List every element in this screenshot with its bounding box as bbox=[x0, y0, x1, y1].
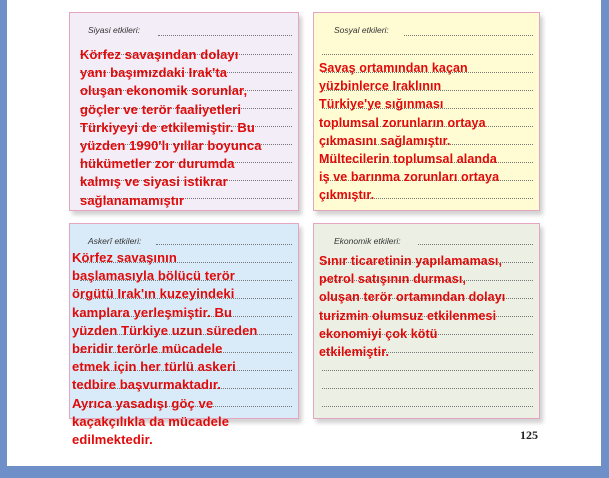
answer-line: Ayrıca yasadışı göç ve bbox=[72, 395, 214, 411]
card-ekonomik-etkileri bbox=[313, 223, 540, 419]
card-heading: Ekonomik etkileri: bbox=[334, 236, 401, 246]
page-frame-bottom bbox=[0, 466, 609, 478]
writing-line bbox=[322, 388, 533, 389]
writing-line bbox=[322, 370, 533, 371]
answer-text bbox=[80, 46, 262, 210]
answer-line: yüzbinlerce Iraklının bbox=[319, 79, 442, 94]
answer-line: yanı başımızdaki Irak'ta bbox=[80, 65, 228, 81]
card-heading: Sosyal etkileri: bbox=[334, 25, 389, 35]
writing-line bbox=[322, 406, 533, 407]
writing-line bbox=[322, 54, 533, 55]
answer-line: turizmin olumsuz etkilenmesi bbox=[319, 308, 497, 323]
answer-line: çıkmasını sağlamıştır. bbox=[319, 133, 451, 148]
answer-text bbox=[72, 249, 257, 449]
card-sosyal-etkileri bbox=[313, 12, 540, 211]
writing-line bbox=[418, 244, 533, 245]
answer-line: Savaş ortamından kaçan bbox=[319, 61, 468, 75]
card-heading: Siyasi etkileri: bbox=[88, 25, 140, 35]
card-askeri-etkileri bbox=[69, 223, 299, 448]
answer-line: yüzden 1990'lı yıllar boyunca bbox=[80, 138, 262, 154]
writing-line bbox=[158, 35, 292, 36]
answer-line: göçler ve terör faaliyetleri bbox=[80, 101, 242, 117]
answer-line: çıkmıştır. bbox=[319, 188, 375, 203]
answer-line: başlamasıyla bölücü terör bbox=[72, 268, 235, 284]
answer-line: hükümetler zor durumda bbox=[80, 156, 235, 172]
answer-line: oluşan terör ortamından dolayı bbox=[319, 290, 506, 305]
page-frame-left bbox=[0, 0, 7, 478]
answer-line: sağlanamamıştır bbox=[80, 192, 185, 208]
answer-line: kamplara yerleşmiştir. Bu bbox=[72, 304, 233, 320]
answer-line: etkilemiştir. bbox=[319, 345, 390, 360]
answer-line: ekonomiyi çok kötü bbox=[319, 326, 438, 341]
answer-line: beridir terörle mücadele bbox=[72, 341, 223, 357]
answer-line: Türkiye'ye sığınması bbox=[319, 97, 444, 112]
card-heading: Askerî etkileri: bbox=[88, 236, 142, 246]
writing-line bbox=[404, 35, 533, 36]
answer-line: iş ve barınma zorunları ortaya bbox=[319, 170, 500, 185]
card-siyasi-etkileri bbox=[69, 12, 299, 211]
answer-line: yüzden Türkiye uzun süreden bbox=[72, 322, 258, 338]
answer-line: tedbire başvurmaktadır. bbox=[72, 377, 221, 393]
answer-line: kalmış ve siyasi istikrar bbox=[80, 174, 228, 190]
page-frame-right bbox=[601, 0, 609, 478]
answer-line: Körfez savaşından dolayı bbox=[80, 47, 239, 62]
answer-line: Körfez savaşının bbox=[72, 250, 177, 265]
page-number: 125 bbox=[520, 428, 538, 442]
answer-line: Mültecilerin toplumsal alanda bbox=[319, 152, 497, 167]
answer-line: petrol satışının durması, bbox=[319, 272, 466, 287]
answer-line: toplumsal zorunların ortaya bbox=[319, 115, 486, 130]
answer-line: Türkiyeyi de etkilemiştir. Bu bbox=[80, 119, 255, 135]
answer-line: kaçakçılıkla da mücadele bbox=[72, 413, 230, 429]
answer-line: oluşan ekonomik sorunlar, bbox=[80, 83, 248, 99]
answer-text bbox=[319, 59, 499, 205]
writing-line bbox=[156, 244, 292, 245]
answer-line: örgütü Irak'ın kuzeyindeki bbox=[72, 286, 235, 302]
answer-text bbox=[319, 252, 505, 361]
answer-line: edilmektedir. bbox=[72, 432, 153, 448]
answer-line: Sınır ticaretinin yapılamaması, bbox=[319, 254, 503, 268]
answer-line: etmek için her türlü askeri bbox=[72, 359, 236, 375]
